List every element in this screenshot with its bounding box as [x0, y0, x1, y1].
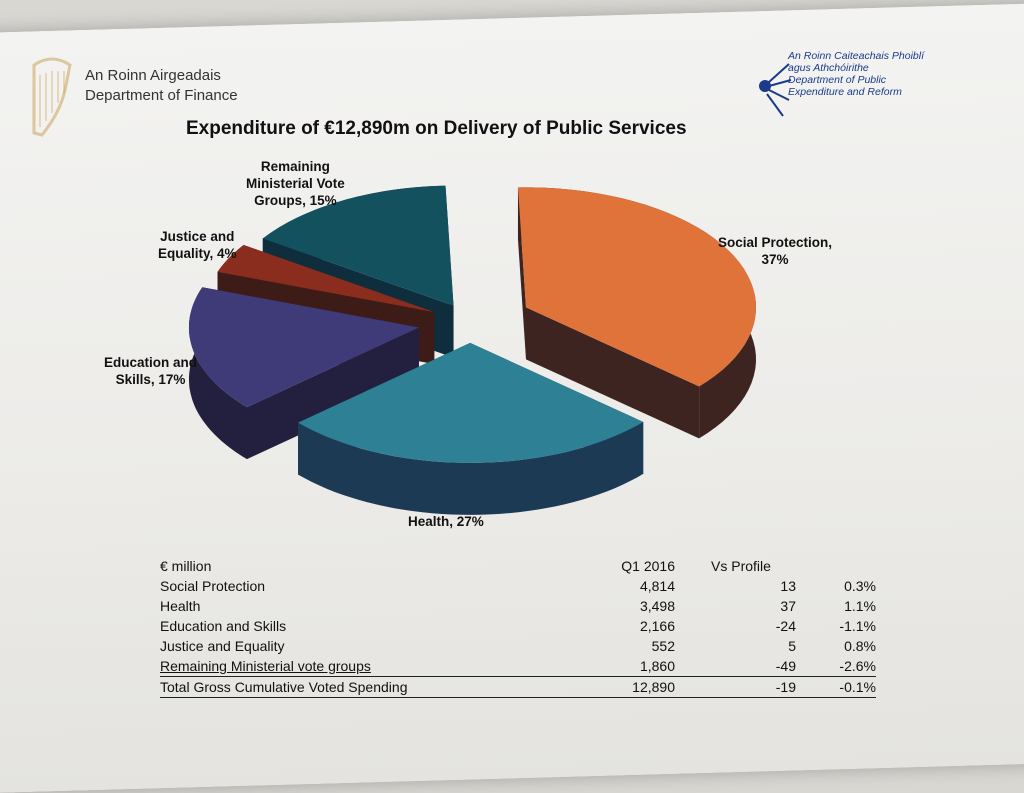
- table-cell: 3,498: [639, 598, 675, 614]
- table-cell: Total Gross Cumulative Voted Spending: [160, 677, 570, 698]
- label-social-protection: Social Protection, 37%: [718, 235, 833, 267]
- table-header: [796, 556, 876, 576]
- table-cell: -24: [775, 618, 796, 634]
- table-cell: 4,814: [639, 578, 675, 594]
- dept-name-irish: An Roinn Airgeadais: [85, 67, 221, 84]
- table-row: [160, 596, 876, 616]
- table-cell: -49: [775, 658, 796, 674]
- table-cell: Health: [160, 598, 201, 614]
- table-cell: 0.3%: [844, 578, 876, 594]
- table-cell: 552: [651, 638, 675, 654]
- dper-line-2: agus Athchóirithe: [788, 62, 869, 74]
- table-header-row: [160, 556, 876, 576]
- table-row: [160, 636, 876, 656]
- table-header: Q1 2016: [621, 558, 675, 574]
- table-row: [160, 616, 876, 636]
- table-cell: 5: [788, 638, 796, 654]
- table-cell: Justice and Equality: [160, 638, 285, 654]
- table-cell: -1.1%: [839, 618, 876, 634]
- dper-line-3: Department of Public: [788, 74, 887, 86]
- expenditure-table: [160, 556, 876, 698]
- table-cell: 13: [780, 578, 796, 594]
- table-cell: 1,860: [639, 658, 675, 674]
- table-cell: Social Protection: [160, 578, 266, 594]
- table-row: [160, 576, 876, 596]
- chart-title: Expenditure of €12,890m on Delivery of Public Services: [186, 118, 687, 139]
- label-education-skills: Education and Skills, 17%: [104, 355, 198, 387]
- table-cell: 1.1%: [844, 598, 876, 614]
- table-header: Vs Profile: [711, 558, 771, 574]
- table-cell: -2.6%: [839, 658, 876, 674]
- table-header: € million: [160, 558, 212, 574]
- table-cell: 12,890: [570, 677, 675, 698]
- table-cell: Remaining Ministerial vote groups: [160, 658, 371, 674]
- dper-line-4: Expenditure and Reform: [788, 86, 902, 98]
- table-cell: -19: [675, 677, 796, 698]
- label-justice-equality: Justice and Equality, 4%: [158, 229, 237, 261]
- dept-name-english: Department of Finance: [85, 87, 238, 104]
- label-health: Health, 27%: [408, 514, 484, 529]
- label-remaining-groups: Remaining Ministerial Vote Groups, 15%: [246, 159, 345, 208]
- table-cell: Education and Skills: [160, 618, 287, 634]
- table-cell: -0.1%: [796, 677, 876, 698]
- dper-line-1: An Roinn Caiteachais Phoiblí: [788, 50, 924, 62]
- table-cell: 37: [780, 598, 796, 614]
- table-cell: 2,166: [639, 618, 675, 634]
- table-row: [160, 656, 876, 677]
- table-cell: 0.8%: [844, 638, 876, 654]
- table-total-row: [160, 677, 876, 698]
